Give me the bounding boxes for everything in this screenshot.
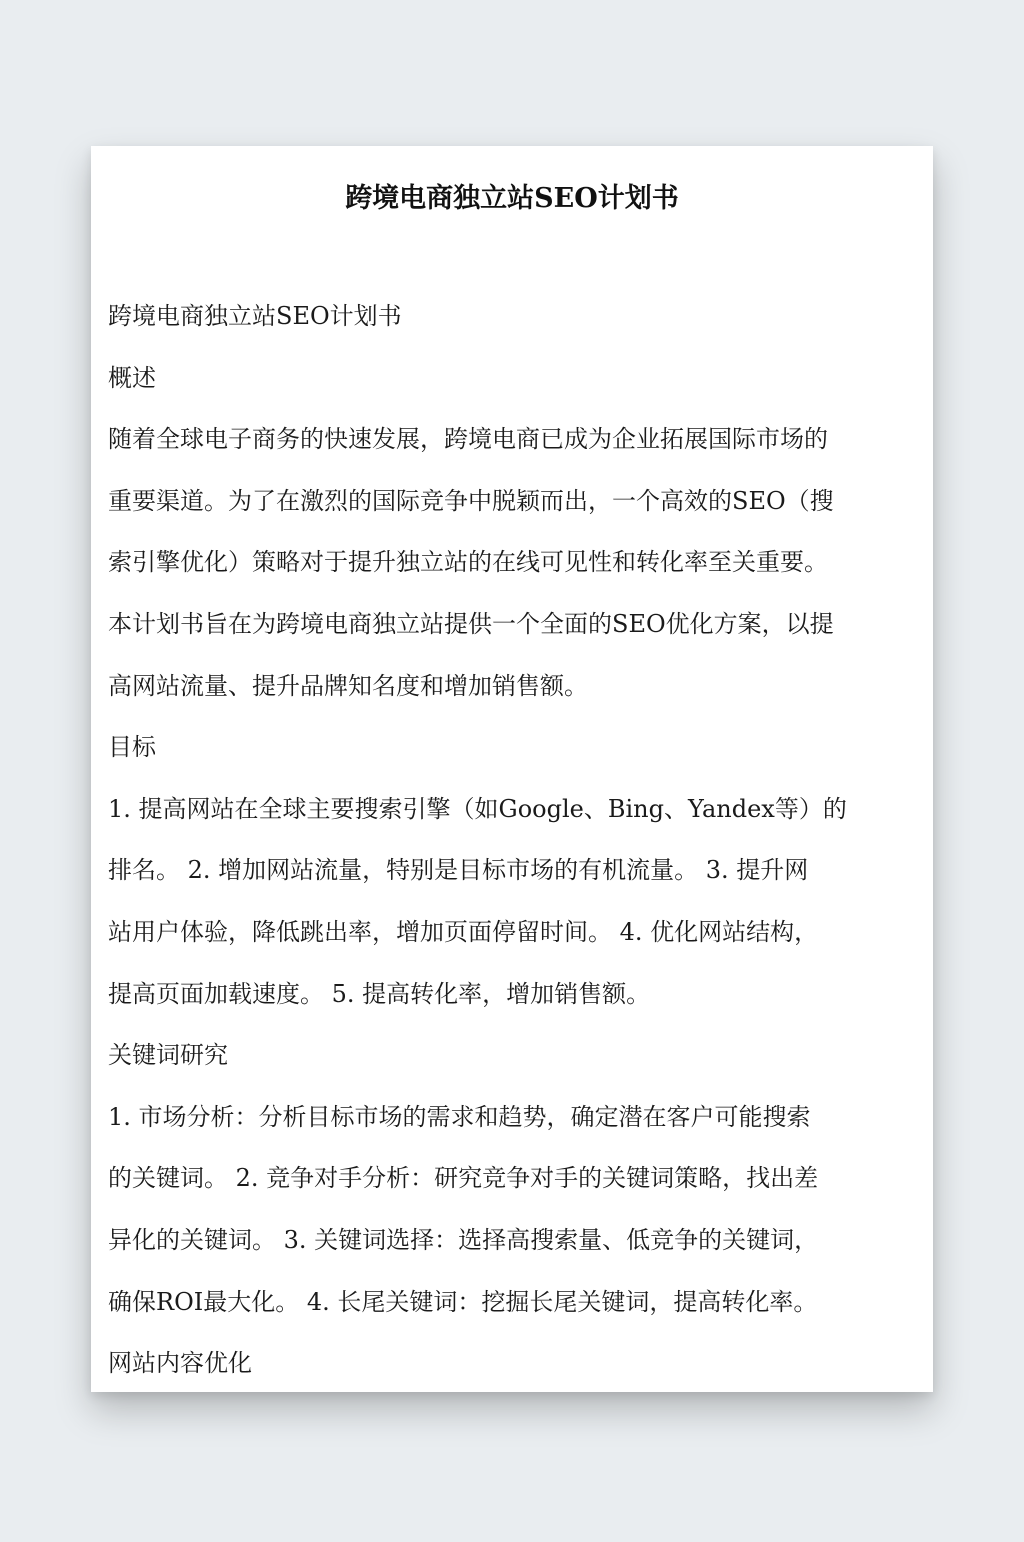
section-heading-content-optimization: 网站内容优化 xyxy=(108,1349,252,1378)
document-title: 跨境电商独立站SEO计划书 xyxy=(345,183,679,214)
section-heading-keyword-research: 关键词研究 xyxy=(108,1041,228,1070)
document-page xyxy=(91,146,933,1392)
paragraph-line: 的关键词。 2. 竞争对手分析：研究竞争对手的关键词策略，找出差 xyxy=(108,1164,819,1193)
paragraph-line: 1. 提高网站在全球主要搜索引擎（如Google、Bing、Yandex等）的 xyxy=(108,794,847,823)
section-heading-goals: 目标 xyxy=(108,733,156,762)
paragraph-line: 提高页面加载速度。 5. 提高转化率，增加销售额。 xyxy=(108,979,651,1008)
paragraph-line: 本计划书旨在为跨境电商独立站提供一个全面的SEO优化方案，以提 xyxy=(108,609,834,638)
paragraph-line: 站用户体验，降低跳出率，增加页面停留时间。 4. 优化网站结构， xyxy=(108,917,819,946)
body-heading-line: 跨境电商独立站SEO计划书 xyxy=(108,302,402,330)
document-body xyxy=(108,294,918,1392)
section-heading-overview: 概述 xyxy=(108,363,156,392)
paragraph-line: 索引擎优化）策略对于提升独立站的在线可见性和转化率至关重要。 xyxy=(108,548,828,577)
paragraph-line: 重要渠道。为了在激烈的国际竞争中脱颖而出，一个高效的SEO（搜 xyxy=(108,486,834,515)
paragraph-line: 异化的关键词。 3. 关键词选择：选择高搜索量、低竞争的关键词， xyxy=(108,1225,819,1254)
paragraph-line: 确保ROI最大化。 4. 长尾关键词：挖掘长尾关键词，提高转化率。 xyxy=(108,1287,818,1316)
paragraph-line: 高网站流量、提升品牌知名度和增加销售额。 xyxy=(108,671,588,700)
paragraph-line: 1. 市场分析：分析目标市场的需求和趋势，确定潜在客户可能搜索 xyxy=(108,1102,811,1131)
paragraph-line: 排名。 2. 增加网站流量，特别是目标市场的有机流量。 3. 提升网 xyxy=(108,856,809,885)
paragraph-line: 随着全球电子商务的快速发展，跨境电商已成为企业拓展国际市场的 xyxy=(108,425,828,454)
